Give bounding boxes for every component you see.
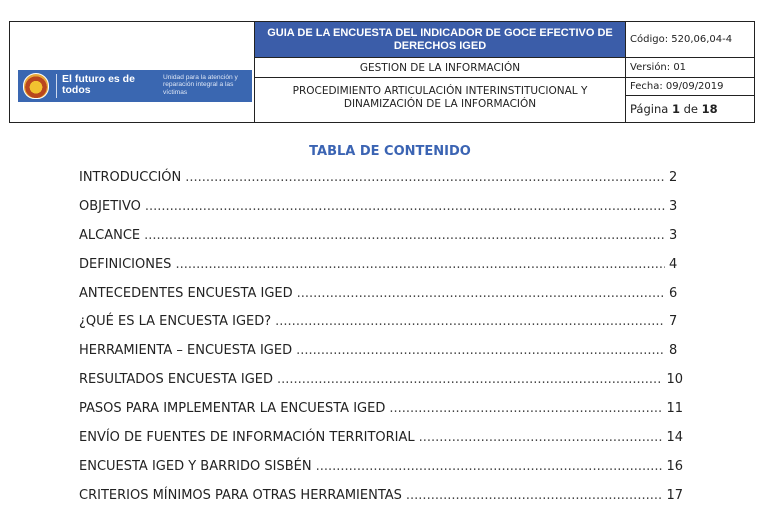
toc-leader: [296, 343, 665, 358]
toc-item-label: CRITERIOS MÍNIMOS PARA OTRAS HERRAMIENTAS: [79, 487, 402, 503]
toc-item-page: 4: [669, 256, 678, 272]
toc-item[interactable]: [79, 228, 683, 257]
toc-leader: [277, 372, 662, 387]
toc-item-page: 11: [666, 401, 683, 417]
toc-title: TABLA DE CONTENIDO: [309, 144, 471, 159]
toc-item[interactable]: [79, 459, 683, 488]
toc-item[interactable]: [79, 343, 683, 372]
institution-logo: [18, 70, 252, 102]
toc-item-label: ¿QUÉ ES LA ENCUESTA IGED?: [79, 314, 272, 330]
toc-leader: [406, 488, 663, 503]
document-title: GUIA DE LA ENCUESTA DEL INDICADOR DE GOCE EFECTIVO DE DERECHOS IGED: [255, 22, 626, 58]
toc-item-label: ENVÍO DE FUENTES DE INFORMACIÓN TERRITORIAL: [79, 430, 415, 446]
procedure-name: PROCEDIMIENTO ARTICULACIÓN INTERINSTITUCIONAL Y DINAMIZACIÓN DE LA INFORMACIÓN: [255, 78, 626, 122]
document-date: Fecha: 09/09/2019: [626, 78, 754, 96]
logo-cell: [10, 22, 255, 122]
table-of-contents: [79, 170, 683, 517]
toc-item[interactable]: [79, 372, 683, 401]
toc-item-page: 2: [669, 170, 678, 185]
page-indicator: [626, 96, 754, 122]
toc-item-page: 3: [669, 198, 678, 214]
page-current: 1: [671, 102, 680, 116]
toc-item-page: 7: [669, 314, 678, 330]
toc-item-label: ENCUESTA IGED Y BARRIDO SISBÉN: [79, 458, 312, 474]
toc-item-page: 10: [666, 372, 683, 388]
toc-leader: [389, 401, 662, 416]
page-of: de: [683, 102, 698, 116]
toc-leader: [185, 170, 665, 185]
area-name: GESTION DE LA INFORMACIÓN: [255, 58, 626, 78]
toc-item-page: 14: [666, 430, 683, 446]
toc-item[interactable]: [79, 170, 683, 199]
toc-item-page: 16: [666, 458, 683, 474]
toc-item[interactable]: [79, 430, 683, 459]
toc-item-label: DEFINICIONES: [79, 256, 172, 272]
document-code: Código: 520,06,04-4: [626, 22, 754, 58]
toc-item-label: ANTECEDENTES ENCUESTA IGED: [79, 285, 293, 301]
toc-item[interactable]: [79, 314, 683, 343]
toc-item-label: OBJETIVO: [79, 198, 141, 214]
document-version: Versión: 01: [626, 58, 754, 78]
toc-item-label: ALCANCE: [79, 227, 141, 243]
coat-of-arms-icon: [23, 73, 49, 99]
toc-leader: [316, 459, 663, 474]
toc-item[interactable]: [79, 199, 683, 228]
toc-item[interactable]: [79, 401, 683, 430]
logo-unit-text: Unidad para la atención y reparación integral a las víctimas: [163, 74, 238, 96]
document-header: [9, 21, 755, 123]
toc-item-page: 8: [669, 343, 678, 359]
toc-item[interactable]: [79, 286, 683, 315]
toc-leader: [175, 257, 665, 272]
toc-item-label: PASOS PARA IMPLEMENTAR LA ENCUESTA IGED: [79, 401, 386, 417]
toc-leader: [297, 286, 665, 301]
logo-divider: [56, 74, 57, 98]
toc-item-label: RESULTADOS ENCUESTA IGED: [79, 372, 274, 388]
toc-item[interactable]: [79, 488, 683, 517]
logo-brand-text: El futuro es de todos: [62, 73, 135, 96]
toc-item-page: 17: [666, 487, 683, 503]
toc-leader: [275, 314, 665, 329]
toc-item-page: 3: [669, 227, 678, 243]
toc-item-label: HERRAMIENTA – ENCUESTA IGED: [79, 343, 293, 359]
toc-leader: [145, 199, 665, 214]
toc-leader: [419, 430, 663, 445]
toc-leader: [144, 228, 665, 243]
toc-item-page: 6: [669, 285, 678, 301]
toc-item-label: INTRODUCCIÓN: [79, 170, 182, 185]
page-total: 18: [701, 102, 718, 116]
page-prefix: Página: [630, 102, 669, 116]
toc-item[interactable]: [79, 257, 683, 286]
